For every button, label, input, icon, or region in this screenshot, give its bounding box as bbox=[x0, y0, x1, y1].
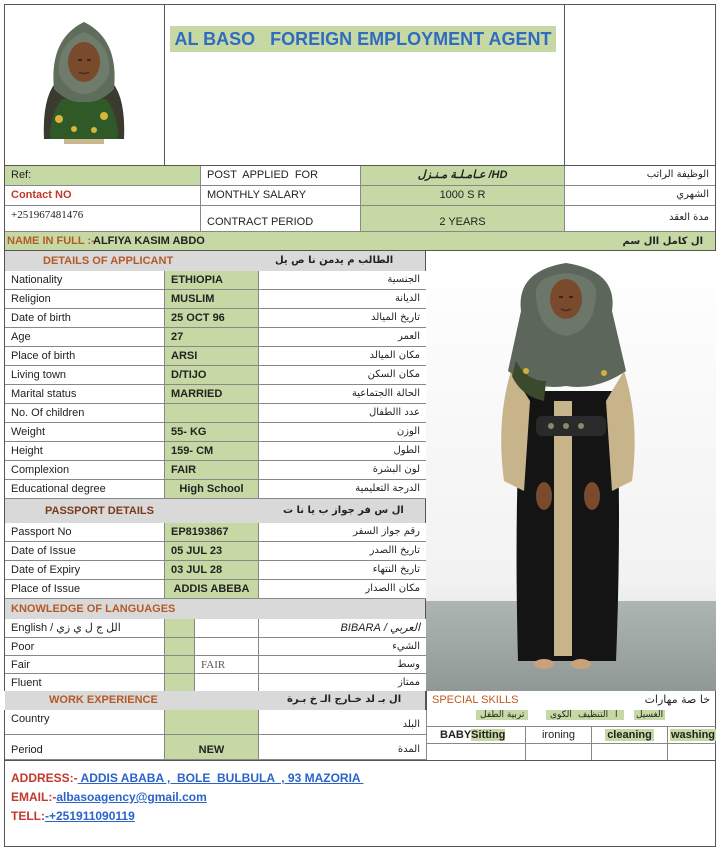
applicant-row bbox=[5, 442, 427, 461]
name-value: ALFIYA KASIM ABDO bbox=[93, 235, 205, 247]
passport-row-ar: تاريخ النتهاء bbox=[259, 561, 427, 580]
post-label: POST APPLIED FOR bbox=[201, 166, 361, 186]
passport-row-ar: تاريخ االصدر bbox=[259, 542, 427, 561]
passport-row-label: Passport No bbox=[5, 523, 165, 542]
address-label: ADDRESS:- bbox=[11, 771, 78, 785]
agency-title: AL BASO FOREIGN EMPLOYMENT AGENT bbox=[174, 29, 552, 49]
post-ar: الوظيفة الراتب bbox=[565, 166, 715, 186]
applicant-row bbox=[5, 461, 427, 480]
passport-row-label: Date of Expiry bbox=[5, 561, 165, 580]
period-value: NEW bbox=[165, 735, 259, 760]
headshot-photo-frame bbox=[4, 4, 165, 166]
passport-row-label: Place of Issue bbox=[5, 580, 165, 599]
applicant-row-value: High School bbox=[165, 480, 259, 499]
skill-ar-4: تربية الطفل bbox=[476, 710, 528, 720]
name-row bbox=[4, 232, 716, 251]
agency-title-banner bbox=[170, 26, 556, 52]
applicant-row bbox=[5, 328, 427, 347]
tel-label: TELL: bbox=[11, 809, 45, 823]
english-label: English / الل ج ل ي زي bbox=[5, 619, 165, 638]
arabic-label bbox=[259, 619, 427, 638]
applicant-row-label: Date of birth bbox=[5, 309, 165, 328]
applicant-row-ar: العمر bbox=[259, 328, 427, 347]
passport-row-value: 03 JUL 28 bbox=[165, 561, 259, 580]
language-row-col-a bbox=[165, 674, 195, 692]
passport-row-value: 05 JUL 23 bbox=[165, 542, 259, 561]
address-value: ADDIS ABABA , BOLE BULBULA , 93 MAZORIA bbox=[77, 771, 364, 785]
english-col-a bbox=[165, 619, 195, 638]
passport-title: PASSPORT DETAILS bbox=[45, 505, 154, 517]
passport-row bbox=[5, 523, 427, 542]
skills-ar-row bbox=[426, 710, 716, 724]
applicant-row bbox=[5, 366, 427, 385]
applicant-row-ar: الديانة bbox=[259, 290, 427, 309]
skill-ar-3: الكوى bbox=[546, 710, 576, 720]
applicant-row-ar: الحالة االجتماعية bbox=[259, 385, 427, 404]
skill-ar-1: ا bbox=[609, 710, 624, 720]
languages-header bbox=[5, 599, 427, 619]
skill-ar-2: التنظيف bbox=[578, 710, 609, 720]
country-value bbox=[165, 710, 259, 735]
post-value bbox=[361, 166, 565, 186]
applicant-title: DETAILS OF APPLICANT bbox=[43, 255, 174, 267]
contract-label: CONTRACT PERIOD bbox=[201, 206, 361, 232]
applicant-title-ar: الطالب م يدمن نا ص يل bbox=[275, 255, 394, 266]
address-line bbox=[11, 769, 715, 788]
applicant-row bbox=[5, 271, 427, 290]
language-row-mark bbox=[195, 638, 259, 656]
skill-blank-1 bbox=[526, 744, 592, 761]
applicant-row-label: Nationality bbox=[5, 271, 165, 290]
applicant-row bbox=[5, 480, 427, 499]
arabic-label-text: العربي / BIBARA bbox=[340, 622, 420, 634]
skill-value-3: washing bbox=[671, 729, 716, 741]
applicant-row-value: FAIR bbox=[165, 461, 259, 480]
applicant-row-ar: الطول bbox=[259, 442, 427, 461]
applicant-row-value: 27 bbox=[165, 328, 259, 347]
applicant-row-ar: الوزن bbox=[259, 423, 427, 442]
language-row-col-a bbox=[165, 638, 195, 656]
language-row-ar: الشيء bbox=[259, 638, 427, 656]
skill-ar-0: الغسيل bbox=[636, 710, 664, 720]
experience-header bbox=[5, 691, 427, 710]
applicant-row-label: Place of birth bbox=[5, 347, 165, 366]
applicant-row-label: Living town bbox=[5, 366, 165, 385]
language-row-label: Poor bbox=[5, 638, 165, 656]
applicant-row-label: Marital status bbox=[5, 385, 165, 404]
languages-title: KNOWLEDGE OF LANGUAGES bbox=[11, 603, 176, 615]
applicant-row-value: 55- KG bbox=[165, 423, 259, 442]
experience-body bbox=[4, 710, 426, 760]
skill-blank-0 bbox=[426, 744, 526, 761]
passport-row bbox=[5, 580, 427, 599]
applicant-row bbox=[5, 347, 427, 366]
applicant-row-label: Height bbox=[5, 442, 165, 461]
applicant-row-ar: الجنسية bbox=[259, 271, 427, 290]
language-row-ar: وسط bbox=[259, 656, 427, 674]
ref-label: Ref: bbox=[5, 166, 201, 186]
contact-number: +251967481476 bbox=[5, 206, 201, 232]
passport-row-value: ADDIS ABEBA bbox=[165, 580, 259, 599]
applicant-row bbox=[5, 309, 427, 328]
passport-row-ar: رقم جواز السفر bbox=[259, 523, 427, 542]
skill-value-1: ironing bbox=[541, 729, 576, 741]
salary-value: 1000 S R bbox=[361, 186, 565, 206]
applicant-row bbox=[5, 404, 427, 423]
full-body-photo bbox=[426, 251, 716, 691]
passport-row-value: EP8193867 bbox=[165, 523, 259, 542]
applicant-row-ar: الدرجة التعليمية bbox=[259, 480, 427, 499]
experience-title-ar: ال بـ لد خـارج الـ خ بـرة bbox=[287, 694, 402, 705]
email-line bbox=[11, 788, 715, 807]
skill-cell-3 bbox=[668, 727, 716, 744]
passport-row bbox=[5, 542, 427, 561]
skills-block bbox=[426, 691, 716, 760]
applicant-row-label: Age bbox=[5, 328, 165, 347]
country-ar: البلد bbox=[259, 710, 427, 735]
language-row-col-a bbox=[165, 656, 195, 674]
email-label: EMAIL:- bbox=[11, 790, 57, 804]
passport-row-ar: مكان االصدار bbox=[259, 580, 427, 599]
skill-label-0: BABY bbox=[440, 729, 472, 741]
experience-title: WORK EXPERIENCE bbox=[49, 694, 158, 706]
name-label: NAME IN FULL :- bbox=[7, 235, 95, 247]
language-row-label: Fluent bbox=[5, 674, 165, 692]
skill-cell-0 bbox=[426, 727, 526, 744]
applicant-row-ar: عدد االطفال bbox=[259, 404, 427, 423]
skill-cell-2 bbox=[592, 727, 668, 744]
salary-label: MONTHLY SALARY bbox=[201, 186, 361, 206]
post-value-text: HD/ عـامـلـة مـنـزل bbox=[417, 169, 508, 181]
applicant-row-label: Educational degree bbox=[5, 480, 165, 499]
applicant-row-label: Religion bbox=[5, 290, 165, 309]
skill-blank-2 bbox=[592, 744, 668, 761]
applicant-row-value: MUSLIM bbox=[165, 290, 259, 309]
applicant-row-value: ARSI bbox=[165, 347, 259, 366]
language-row bbox=[5, 656, 427, 674]
skills-grid bbox=[426, 726, 716, 761]
applicant-row-value: 25 OCT 96 bbox=[165, 309, 259, 328]
skills-title-ar: خا صة مهارات bbox=[644, 693, 710, 706]
applicant-header bbox=[5, 251, 427, 271]
tel-line bbox=[11, 807, 715, 826]
period-label: Period bbox=[5, 735, 165, 760]
salary-ar: الشهري bbox=[565, 186, 715, 206]
language-row bbox=[5, 674, 427, 692]
period-ar: المدة bbox=[259, 735, 427, 760]
country-label: Country bbox=[5, 710, 165, 735]
applicant-row-value: D/TIJO bbox=[165, 366, 259, 385]
language-row-ar: ممتاز bbox=[259, 674, 427, 692]
applicant-row-label: Complexion bbox=[5, 461, 165, 480]
applicant-row-ar: لون البشرة bbox=[259, 461, 427, 480]
applicant-row-ar: مكان السكن bbox=[259, 366, 427, 385]
email-link[interactable]: albasoagency@gmail.com bbox=[56, 790, 207, 804]
applicant-row-label: Weight bbox=[5, 423, 165, 442]
header-right-cell bbox=[564, 4, 565, 166]
applicant-row bbox=[5, 385, 427, 404]
left-column bbox=[4, 251, 426, 706]
applicant-row-label: No. Of children bbox=[5, 404, 165, 423]
top-info-grid bbox=[4, 166, 716, 232]
applicant-row-value bbox=[165, 404, 259, 423]
applicant-row bbox=[5, 290, 427, 309]
passport-row bbox=[5, 561, 427, 580]
passport-title-ar: ال س فر جواز ب يا نا ت bbox=[283, 505, 404, 516]
footer-block bbox=[4, 760, 716, 847]
applicant-row-value: ETHIOPIA bbox=[165, 271, 259, 290]
full-body-photo-frame bbox=[426, 251, 716, 691]
skills-title: SPECIAL SKILLS bbox=[432, 694, 519, 706]
contract-ar: مدة العقد bbox=[565, 206, 715, 232]
passport-header bbox=[5, 499, 427, 523]
headshot-photo bbox=[4, 4, 164, 164]
contract-value: 2 YEARS bbox=[361, 206, 565, 232]
applicant-row-ar: تاريخ الميالد bbox=[259, 309, 427, 328]
name-ar: ال كامل اال سم bbox=[622, 236, 703, 247]
contact-label: Contact NO bbox=[5, 186, 201, 206]
applicant-row-value: MARRIED bbox=[165, 385, 259, 404]
applicant-row-value: 159- CM bbox=[165, 442, 259, 461]
english-col-b bbox=[195, 619, 259, 638]
tel-link[interactable]: -+251911090119 bbox=[45, 809, 135, 823]
language-row-mark bbox=[195, 674, 259, 692]
passport-row-label: Date of Issue bbox=[5, 542, 165, 561]
skill-value-2: cleaning bbox=[607, 729, 652, 741]
skill-blank-3 bbox=[668, 744, 716, 761]
applicant-row-ar: مكان الميالد bbox=[259, 347, 427, 366]
skill-value-0: Sitting bbox=[471, 729, 506, 741]
language-row-mark: FAIR bbox=[195, 656, 259, 674]
skill-cell-1 bbox=[526, 727, 592, 744]
language-row bbox=[5, 638, 427, 656]
language-row-label: Fair bbox=[5, 656, 165, 674]
applicant-row bbox=[5, 423, 427, 442]
